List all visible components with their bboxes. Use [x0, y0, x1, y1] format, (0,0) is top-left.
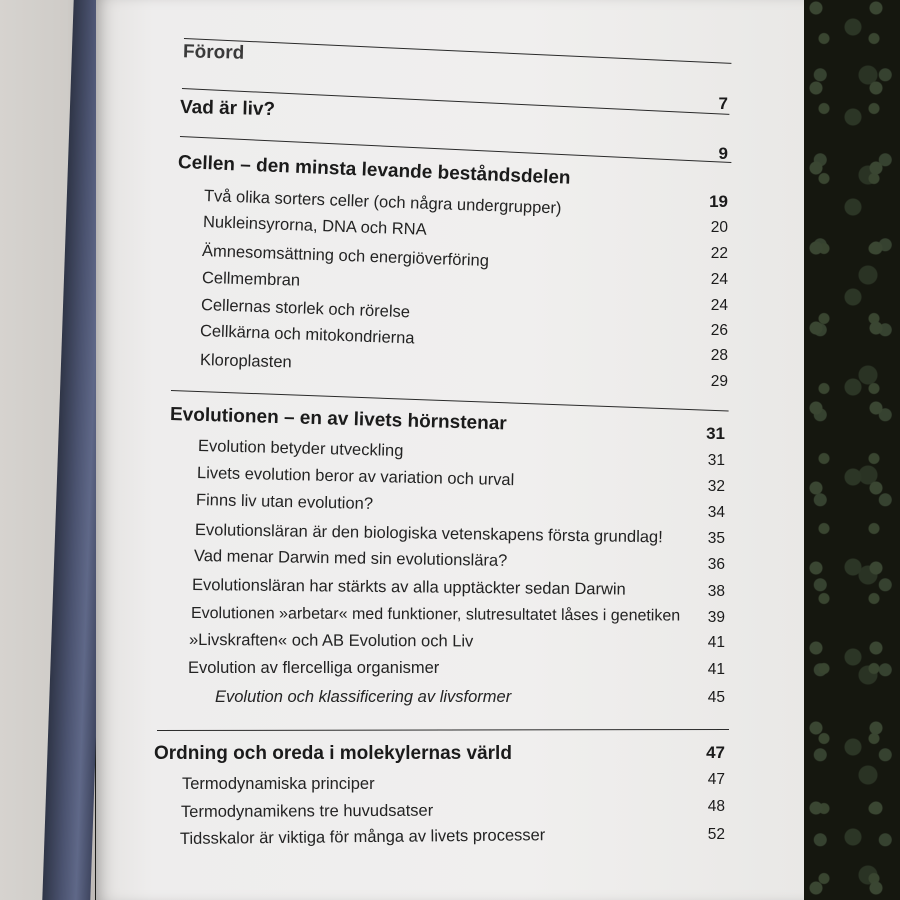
section-title: Två olika sorters celler (och några undergrupper): [203, 187, 562, 218]
section-title: Vad menar Darwin med sin evolutionslära?: [193, 547, 508, 570]
toc-page-number: 31: [707, 452, 725, 469]
section-title: Evolution betyder utveckling: [197, 437, 404, 461]
toc-page-number: 32: [707, 478, 725, 495]
toc-page-number: 7: [718, 94, 728, 113]
section-title: Finns liv utan evolution?: [195, 491, 374, 514]
toc-page-number: 24: [710, 271, 728, 288]
divider: [184, 38, 731, 64]
toc-page-number: 20: [710, 219, 728, 236]
chapter-title: Vad är liv?: [179, 96, 276, 121]
toc-page-number: 31: [706, 424, 725, 443]
toc-page-number: 48: [707, 798, 725, 815]
toc-page-number: 38: [707, 583, 725, 600]
toc-page-number: 36: [707, 556, 725, 573]
section-title: Livets evolution beror av variation och urval: [196, 464, 515, 490]
section-title: Termodynamiska principer: [182, 775, 375, 793]
section-title: Evolutionsläran är den biologiska vetenskapens första grundlag!: [194, 521, 663, 547]
section-title: Ämnesomsättning och energiöverföring: [201, 242, 490, 271]
chapter-title: Evolutionen – en av livets hörnstenar: [169, 404, 508, 435]
section-title: Evolutionsläran har stärkts av alla upptäckter sedan Darwin: [191, 576, 626, 599]
table-of-contents: [96, 0, 808, 900]
section-title: Evolutionen »arbetar« med funktioner, slutresultatet låses i genetiken: [190, 605, 681, 625]
toc-page-number: 52: [707, 826, 725, 843]
section-title: Termodynamikens tre huvudsatser: [180, 801, 434, 821]
toc-page-number: 47: [706, 743, 725, 762]
toc-page-number: 24: [710, 297, 728, 314]
section-title: Cellmembran: [201, 269, 301, 290]
toc-page-number: 26: [710, 322, 728, 339]
subsection-title: Evolution och klassificering av livsformer: [215, 688, 512, 706]
toc-page-number: 29: [710, 373, 728, 390]
section-title: »Livskraften« och AB Evolution och Liv: [188, 631, 474, 651]
toc-page-number: 47: [707, 771, 725, 788]
toc-page-number: 39: [707, 609, 725, 626]
toc-page-number: 41: [707, 661, 725, 678]
section-title: Cellernas storlek och rörelse: [200, 296, 411, 322]
toc-page-number: 45: [707, 689, 725, 706]
section-title: Evolution av flercelliga organismer: [188, 659, 440, 677]
dark-fabric-background: [804, 0, 900, 900]
section-title: Kloroplasten: [199, 351, 292, 372]
toc-page-number: 19: [709, 192, 728, 211]
chapter-title: Cellen – den minsta levande beståndsdelen: [177, 152, 571, 189]
toc-page-number: 22: [710, 245, 728, 262]
toc-page-number: 35: [707, 530, 725, 547]
section-title: Nukleinsyrorna, DNA och RNA: [202, 213, 427, 239]
section-title: Tidsskalor är viktiga för många av livets processer: [179, 826, 546, 848]
foreword-title: Förord: [182, 41, 245, 64]
section-title: Cellkärna och mitokondrierna: [199, 322, 415, 348]
toc-page-number: 34: [707, 504, 725, 521]
toc-page-number: 28: [710, 347, 728, 364]
chapter-title: Ordning och oreda i molekylernas värld: [154, 743, 512, 764]
toc-page-number: 9: [718, 144, 728, 163]
toc-page-number: 41: [707, 634, 725, 651]
divider: [157, 729, 729, 731]
